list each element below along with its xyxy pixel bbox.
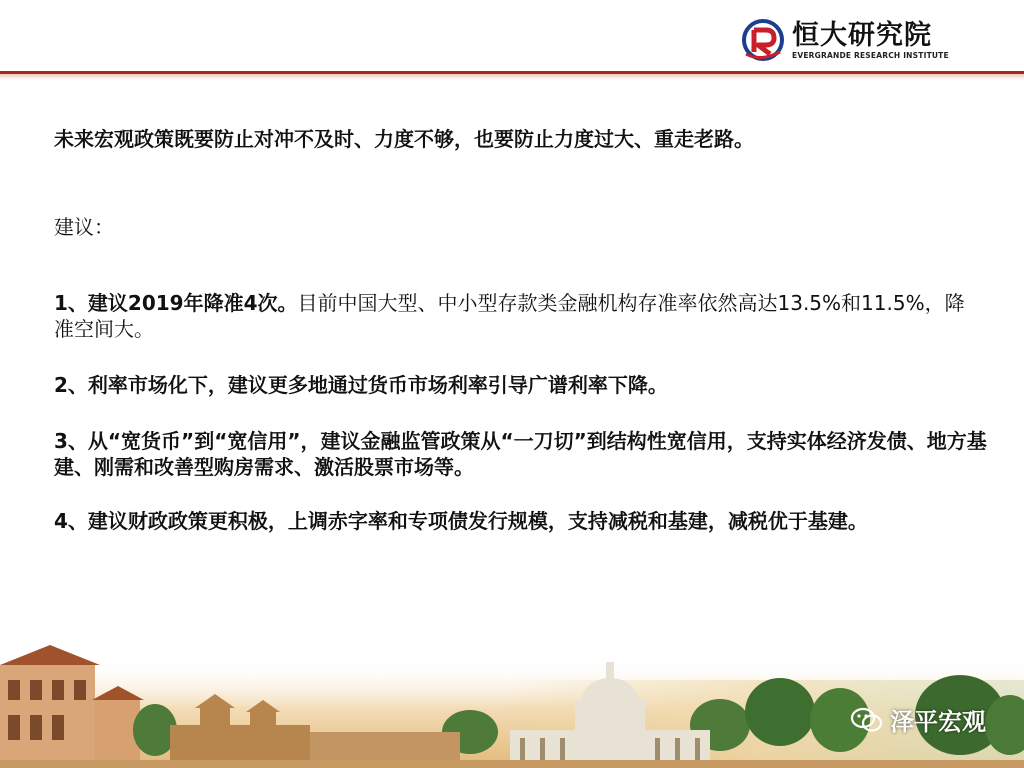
watermark-text: 泽平宏观	[890, 708, 986, 736]
logo	[740, 14, 949, 68]
item-1-bold: 1、建议2019年降准4次。	[54, 291, 298, 315]
logo-subtitle: EVERGRANDE RESEARCH INSTITUTE	[792, 51, 949, 60]
intro-statement: 未来宏观政策既要防止对冲不及时、力度不够，也要防止力度过大、重走老路。	[54, 127, 754, 151]
evergrande-logo-icon	[740, 18, 786, 64]
footer-scenery-image	[0, 620, 1024, 768]
recommendation-item-4	[54, 508, 984, 534]
recommendation-item-3	[54, 428, 999, 480]
logo-title: 恒大研究院	[792, 20, 932, 51]
recommendation-item-2	[54, 372, 984, 398]
wechat-icon	[850, 706, 884, 734]
header-rule-shadow	[0, 74, 1024, 80]
header	[0, 0, 1024, 80]
wechat-watermark	[850, 702, 986, 737]
suggest-label: 建议：	[54, 215, 114, 239]
recommendation-item-1	[54, 290, 984, 342]
item-2-bold: 2、利率市场化下，建议更多地通过货币市场利率引导广谱利率下降。	[54, 373, 668, 397]
item-1-text: 目前中国大型、中小型存款类金融机构存准率依然高达13.5%和11.5%，降准空间大。	[54, 291, 965, 341]
logo-text	[792, 21, 949, 61]
item-3-bold: 3、从“宽货币”到“宽信用”，建议金融监管政策从“一刀切”到结构性宽信用，支持实体经济发债、地方基建、刚需和改善型购房需求、激活股票市场等。	[54, 429, 987, 479]
item-4-bold: 4、建议财政政策更积极，上调赤字率和专项债发行规模，支持减税和基建，减税优于基建。	[54, 509, 868, 533]
